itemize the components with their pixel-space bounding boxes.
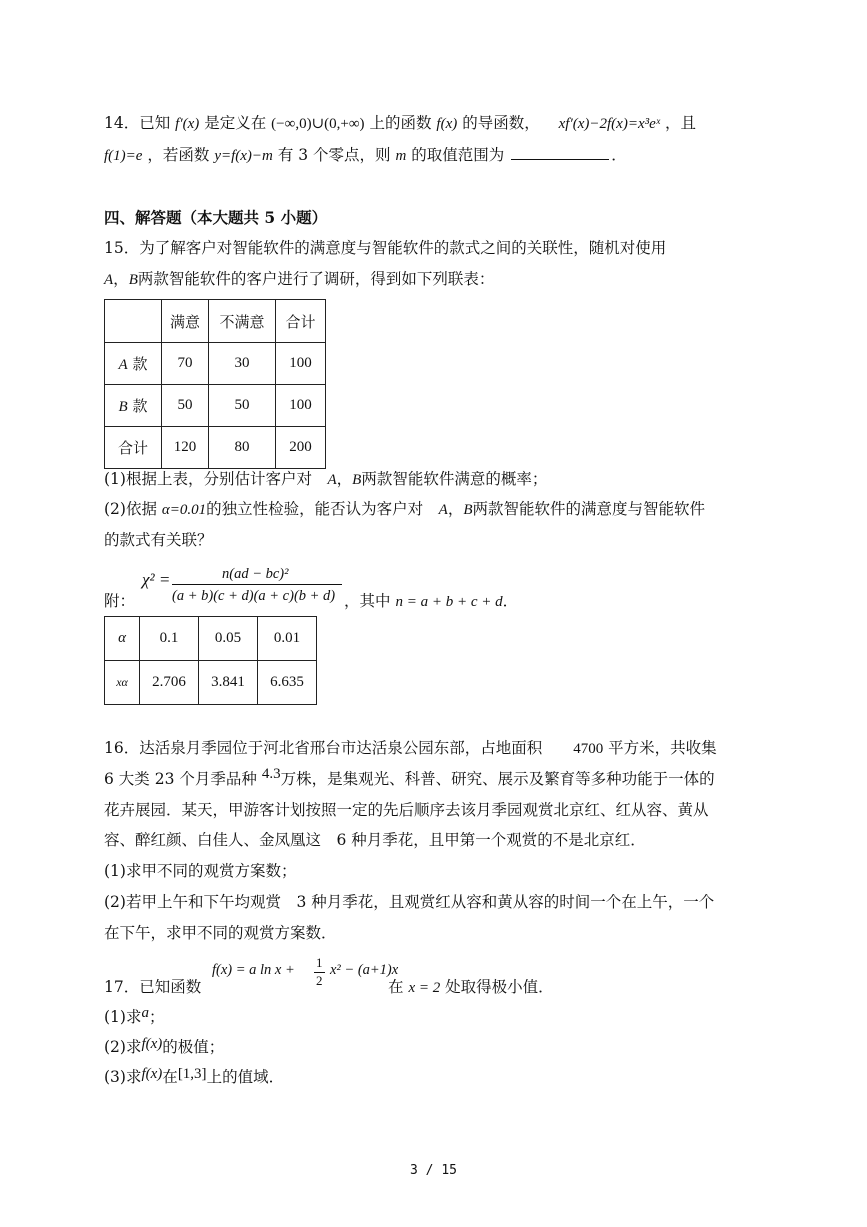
q15-text: ． [502, 592, 519, 610]
q17-text: 在 [388, 978, 404, 996]
var-a: A [104, 272, 114, 288]
q16-part2: (2)若甲上午和下午均观赏 3 种月季花，且观赏红从容和黄从容的时间一个在上午，一个 [104, 893, 715, 911]
q14-text: 上的函数 [369, 114, 432, 132]
table-cell: 120 [162, 427, 209, 469]
q15-line1: 15．为了解客户对智能软件的满意度与智能软件的款式之间的关联性，随机对使用 [104, 239, 667, 257]
n-definition: n = a + b + c + d [395, 594, 503, 610]
q14-equation: xf′(x)−2f(x)=x³eˣ [558, 116, 661, 132]
var-b: B [128, 272, 138, 288]
q17-part2 [104, 1036, 224, 1059]
q17-text: 上的值域． [206, 1068, 285, 1086]
q17-text: (1)求 [104, 1008, 142, 1026]
q15-text: 两款智能软件满意的概率； [361, 470, 548, 488]
q15-part1 [104, 468, 547, 491]
x-alpha-label: xα [105, 661, 140, 705]
q14-text: ，若函数 [147, 146, 210, 164]
q17-text: (2)求 [104, 1038, 142, 1056]
table-cell: 100 [276, 343, 326, 385]
alpha-label: α [105, 617, 140, 661]
q14-text: ． [611, 146, 627, 164]
q14-f1: f(1)=e [104, 148, 143, 164]
q16-line2 [104, 768, 715, 791]
area-value: 4700 [573, 741, 604, 757]
table-header-cell: 不满意 [209, 300, 276, 343]
table-header-cell: 合计 [276, 300, 326, 343]
q14-text: 有 3 个零点，则 [277, 146, 391, 164]
formula-numerator: n(ad − bc)² [222, 566, 289, 582]
var-b: B [352, 472, 362, 488]
q15-text: ，其中 [344, 592, 391, 610]
q17-number: 17．已知函数 [104, 978, 202, 996]
table-row [105, 661, 317, 705]
chi-square-symbol: χ² = [142, 570, 171, 589]
q15-text: 两款智能软件的客户进行了调研，得到如下列联表： [137, 270, 495, 288]
var-a: A [438, 502, 448, 518]
var-b: B [463, 502, 473, 518]
q15-line2 [104, 268, 494, 291]
q16-line1 [104, 737, 717, 760]
q17-func-part1: f(x) = a ln x + [212, 962, 295, 978]
table-cell: 0.05 [199, 617, 258, 661]
table-header-cell [105, 300, 162, 343]
interval: [1,3] [177, 1066, 207, 1082]
q17-func-part2: x² − (a+1)x [330, 962, 399, 978]
q14-m: m [395, 148, 407, 164]
q14-text: 是定义在 [204, 114, 267, 132]
table-cell: 3.841 [199, 661, 258, 705]
q17-condition [388, 976, 554, 999]
row-label-text: 款 [127, 397, 148, 415]
q15-part2-line2: 的款式有关联？ [104, 531, 213, 549]
table-cell: 2.706 [140, 661, 199, 705]
half-denominator: 2 [316, 973, 323, 988]
table-cell: 50 [209, 385, 276, 427]
appendix-label: 附： [104, 592, 136, 610]
table-cell: 50 [162, 385, 209, 427]
table-cell: 30 [209, 343, 276, 385]
q14-number: 14．已知 [104, 114, 171, 132]
table-cell: 70 [162, 343, 209, 385]
alpha-value: α=0.01 [161, 502, 207, 518]
row-label-text: 款 [127, 355, 148, 373]
x-equals-2: x = 2 [408, 980, 441, 996]
fraction-bar [172, 584, 342, 585]
q15-part2 [104, 498, 705, 521]
contingency-table [104, 299, 326, 469]
q14-text: 的取值范围为 [411, 146, 505, 164]
row-label-text: 合计 [117, 439, 148, 457]
var-a: A [327, 472, 337, 488]
q15-text: (1)根据上表，分别估计客户对 [104, 470, 328, 488]
page-number: 3 / 15 [410, 1163, 457, 1178]
plant-count: 4.3 [261, 766, 281, 782]
row-label [105, 427, 162, 469]
table-cell: 0.01 [258, 617, 317, 661]
q14-line1 [104, 112, 696, 135]
critical-value-table [104, 616, 317, 705]
table-cell: 6.635 [258, 661, 317, 705]
q14-text: ，且 [664, 114, 696, 132]
q16-line3: 花卉展园．某天，甲游客计划按照一定的先后顺序去该月季园观赏北京红、红从容、黄从 [104, 801, 709, 819]
q17-part1 [104, 1006, 164, 1029]
q17-text: 在 [162, 1068, 178, 1086]
q16-text: 平方米，共收集 [603, 739, 717, 757]
q14-fx: f(x) [436, 116, 458, 132]
table-row [105, 617, 317, 661]
row-label [105, 343, 162, 385]
q14-line2 [104, 143, 627, 167]
q15-text: (2)依据 [104, 500, 157, 518]
q16-text: 6 大类 23 个月季品种 [104, 770, 257, 788]
q17-text: ； [148, 1008, 165, 1026]
half-numerator: 1 [316, 955, 323, 970]
q16-text: 万株，是集观光、科普、研究、展示及繁育等多种功能于一体的 [280, 770, 715, 788]
q16-line4: 容、醉红颜、白佳人、金凤凰这 6 种月季花，且甲第一个观赏的不是北京红． [104, 831, 646, 849]
row-label-var: B [118, 399, 128, 415]
row-label [105, 385, 162, 427]
separator: ， [447, 500, 464, 518]
q17-part3 [104, 1066, 284, 1089]
var-a: a [141, 1005, 149, 1021]
q17-text: (3)求 [104, 1068, 142, 1086]
fx: f(x) [141, 1066, 163, 1082]
separator: ， [336, 470, 353, 488]
q17-text: 的极值； [162, 1038, 225, 1056]
formula-denominator: (a + b)(c + d)(a + c)(b + d) [172, 588, 336, 604]
row-label-var: A [118, 357, 128, 373]
q15-text: 的独立性检验，能否认为客户对 [206, 500, 439, 518]
q16-part1: (1)求甲不同的观赏方案数； [104, 862, 297, 880]
table-row [105, 385, 326, 427]
formula-where [344, 590, 518, 613]
table-header-cell: 满意 [162, 300, 209, 343]
q14-function: y=f(x)−m [214, 148, 273, 164]
table-row [105, 343, 326, 385]
table-cell: 80 [209, 427, 276, 469]
table-cell: 200 [276, 427, 326, 469]
table-row [105, 427, 326, 469]
q15-text: 两款智能软件的满意度与智能软件 [472, 500, 706, 518]
q14-fprime: f′(x) [175, 116, 200, 132]
answer-blank [511, 143, 609, 160]
q14-domain: (−∞,0)∪(0,+∞) [271, 116, 365, 132]
table-cell: 100 [276, 385, 326, 427]
q17-text: 处取得极小值． [445, 978, 554, 996]
separator: ， [113, 270, 129, 288]
q16-part2-line2: 在下午，求甲不同的观赏方案数． [104, 924, 337, 942]
q16-text: 16．达活泉月季园位于河北省邢台市达活泉公园东部，占地面积 [104, 739, 574, 757]
q14-text: 的导函数， [462, 114, 540, 132]
section-heading: 四、解答题（本大题共 5 小题） [104, 208, 328, 227]
table-cell: 0.1 [140, 617, 199, 661]
fx: f(x) [141, 1036, 163, 1052]
